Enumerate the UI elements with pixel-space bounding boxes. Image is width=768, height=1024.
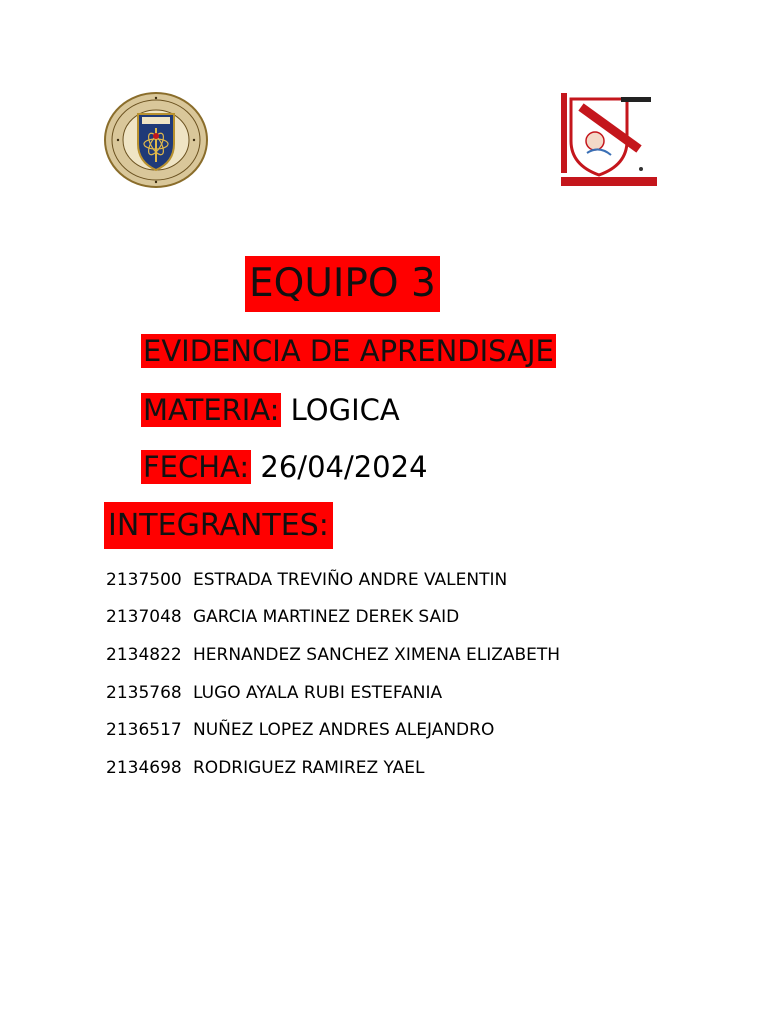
- member-id: 2137048: [106, 607, 182, 628]
- subject-value: LOGICA: [290, 393, 400, 427]
- member-name: LUGO AYALA RUBI ESTEFANIA: [193, 682, 443, 703]
- date-line: [141, 444, 428, 490]
- members-list: [106, 561, 560, 787]
- subtitle-line: [141, 328, 556, 374]
- member-name: ESTRADA TREVIÑO ANDRE VALENTIN: [193, 569, 508, 590]
- member-name: HERNANDEZ SANCHEZ XIMENA ELIZABETH: [193, 644, 561, 665]
- subtitle: EVIDENCIA DE APRENDISAJE: [143, 334, 554, 368]
- list-item: [106, 749, 560, 787]
- member-id: 2135768: [106, 682, 182, 703]
- prepa-shield-logo: [561, 93, 657, 186]
- members-heading: INTEGRANTES:: [104, 502, 333, 549]
- list-item: [106, 711, 560, 749]
- subject-label: MATERIA:: [143, 393, 280, 427]
- member-id: 2134822: [106, 644, 182, 665]
- date-label: FECHA:: [143, 450, 250, 484]
- date-value: 26/04/2024: [260, 450, 428, 484]
- member-name: GARCIA MARTINEZ DEREK SAID: [193, 607, 460, 628]
- member-id: 2137500: [106, 569, 182, 590]
- member-id: 2134698: [106, 757, 182, 778]
- team-title: EQUIPO 3: [245, 256, 440, 312]
- member-name: NUÑEZ LOPEZ ANDRES ALEJANDRO: [193, 720, 495, 741]
- university-seal-logo: [104, 92, 208, 188]
- subject-line: [141, 387, 400, 433]
- member-name: RODRIGUEZ RAMIREZ YAEL: [193, 757, 425, 778]
- member-id: 2136517: [106, 720, 182, 741]
- list-item: [106, 636, 560, 674]
- list-item: [106, 674, 560, 712]
- list-item: [106, 599, 560, 637]
- list-item: [106, 561, 560, 599]
